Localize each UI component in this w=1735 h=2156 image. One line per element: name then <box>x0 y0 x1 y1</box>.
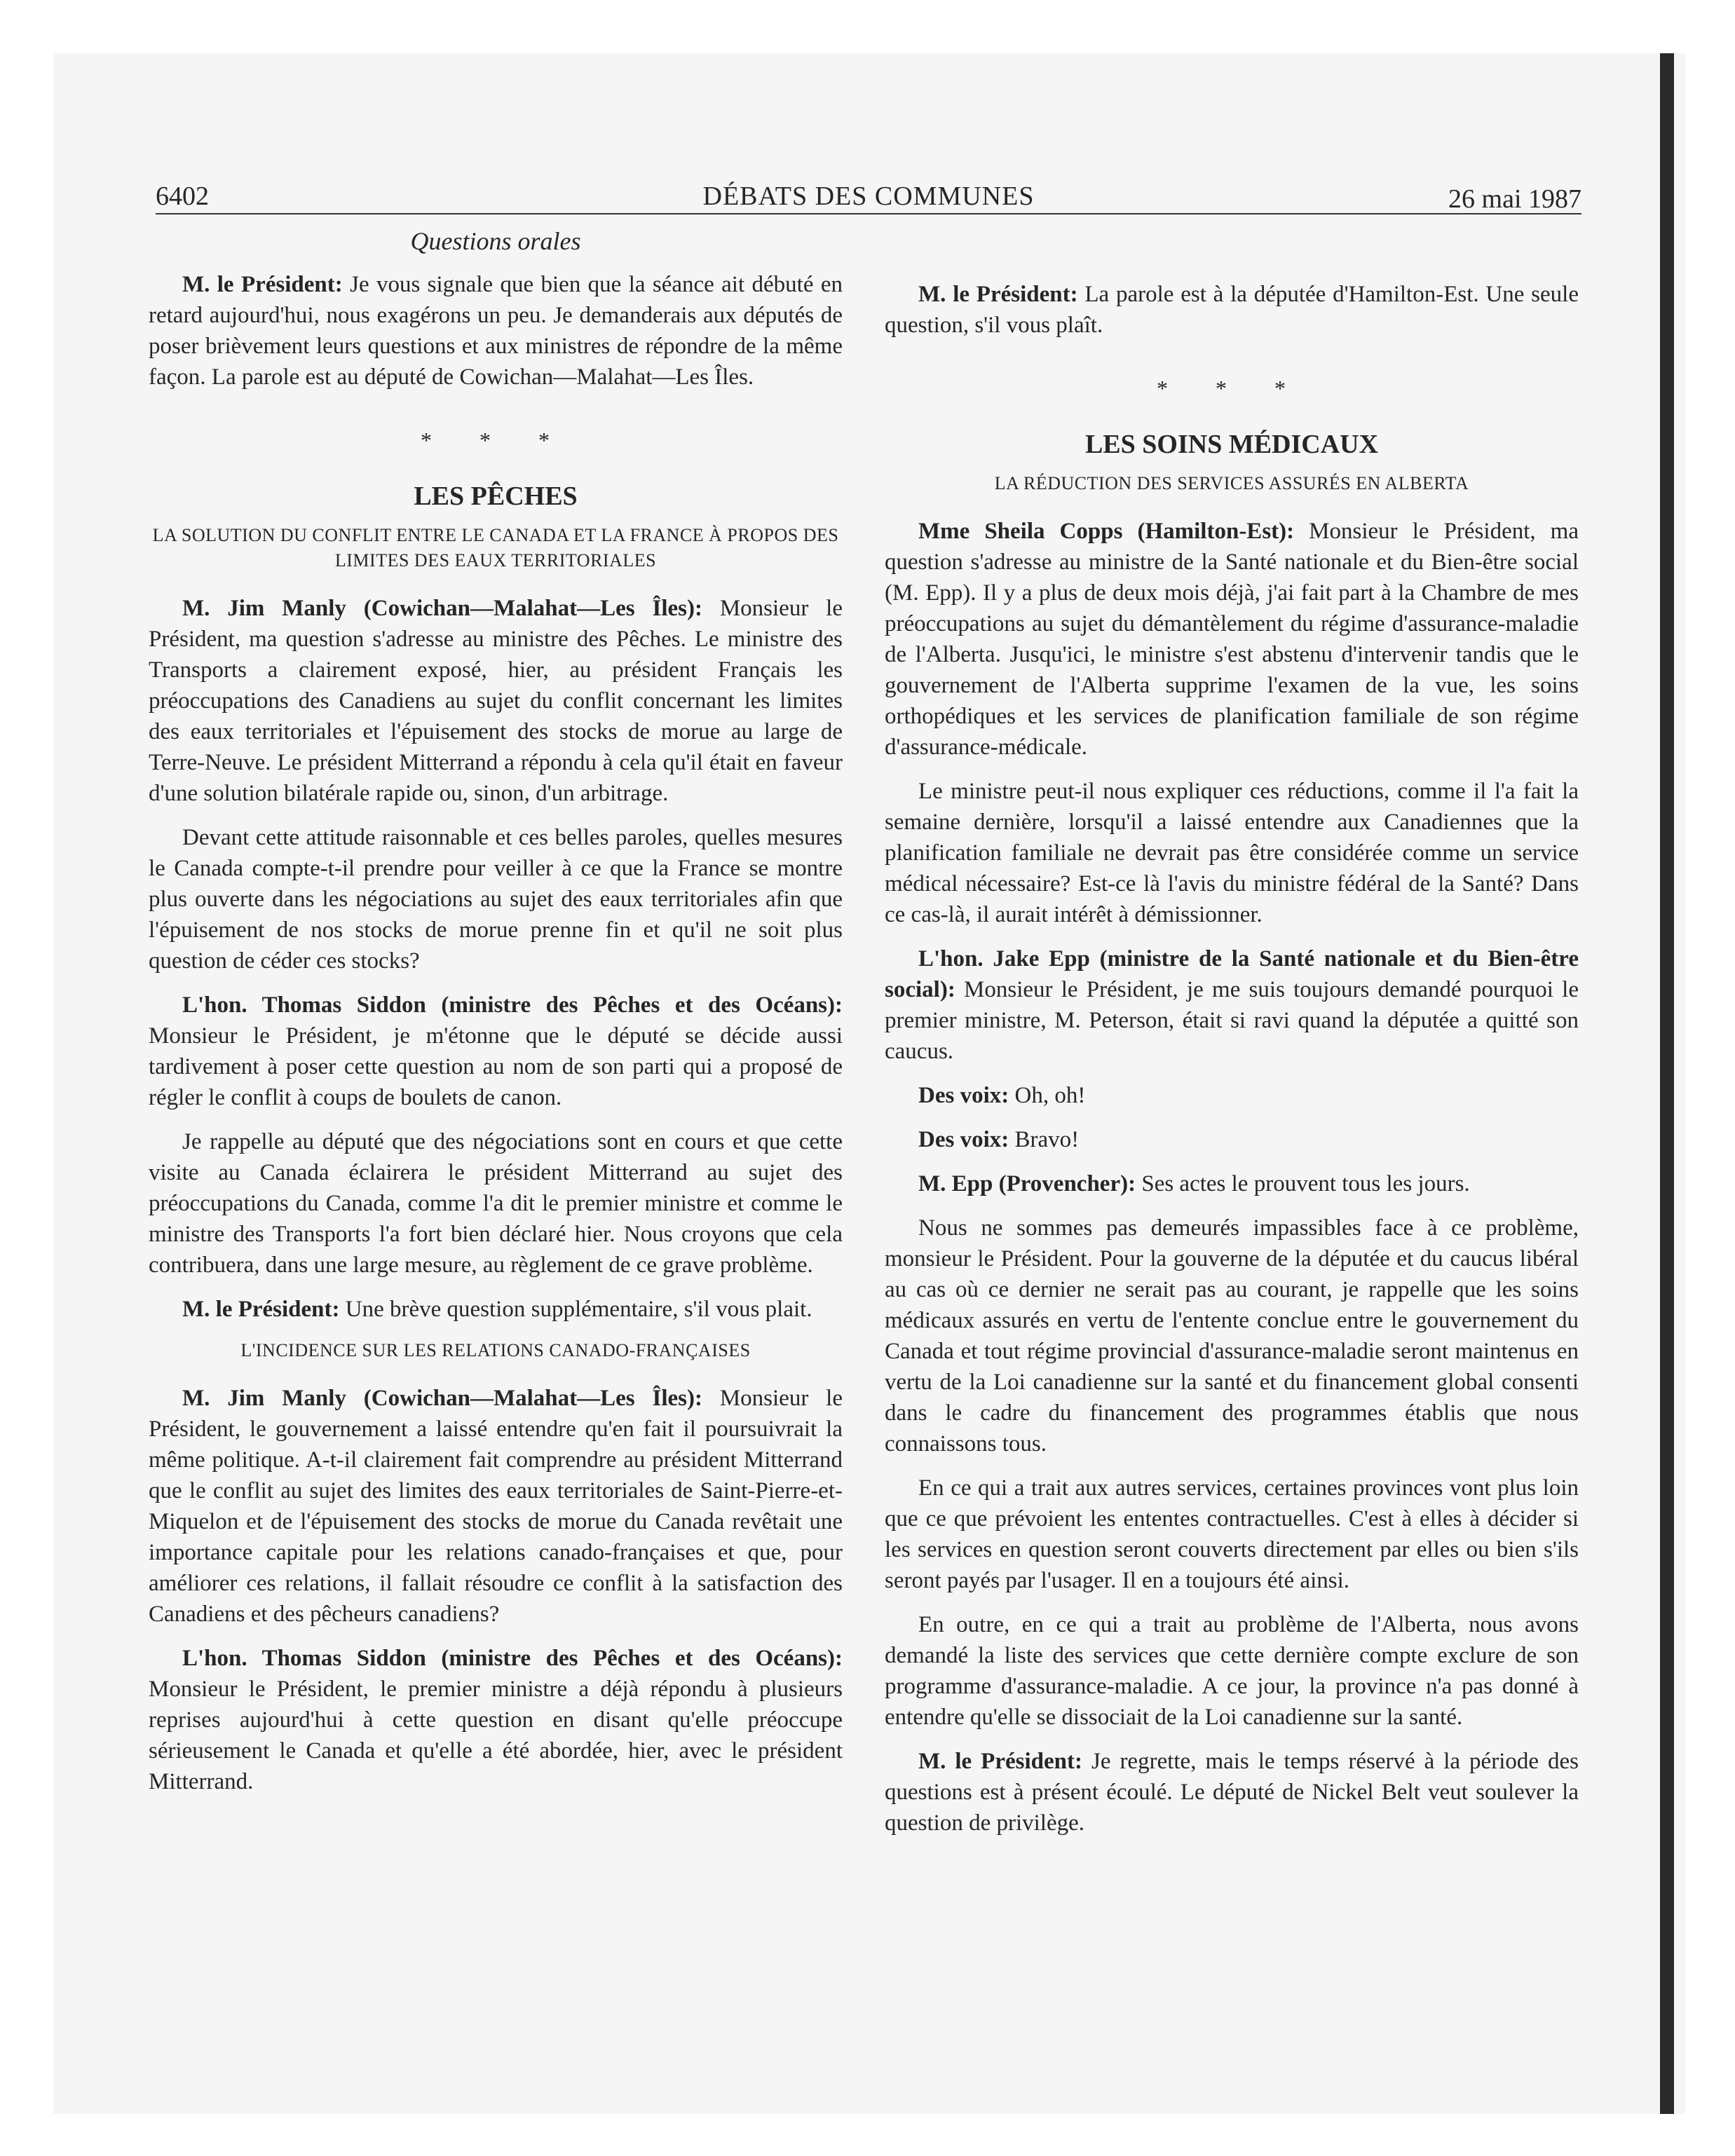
speech: Je vous signale que bien que la séance ait débuté en retard aujourd'hui, nous exagérons un peu. Je demanderais aux députés de poser brièvement leurs questions et aux ministres de répondre de la même façon. La parole est au député de Cowichan—Malahat—Les Îles. <box>149 272 843 390</box>
section-subheader: Questions orales <box>410 227 581 255</box>
paragraph <box>149 593 843 809</box>
section-separator: * * * <box>1157 376 1307 401</box>
section-heading: LES PÊCHES <box>414 482 578 511</box>
paragraph: Devant cette attitude raisonnable et ces belles paroles, quelles mesures le Canada compte-t-il prendre pour veiller à ce que la France se montre plus ouverte dans les négociations au sujet des eaux territoriales afin que l'épuisement de nos stocks de morue prenne fin et qu'il ne soit plus question de céder ces stocks? <box>149 825 843 974</box>
speaker: M. le Président: <box>182 1297 340 1322</box>
paragraph: Le ministre peut-il nous expliquer ces réductions, comme il l'a fait la semaine dernière, lorsqu'il a laissé entendre aux Canadiennes que la planification familiale ne devrait pas être considérée comme un service médical nécessaire? Est-ce là l'avis du ministre fédéral de la Santé? Dans ce cas-là, il aurait intérêt à démissionner. <box>885 779 1579 927</box>
publication-title: DÉBATS DES COMMUNES <box>702 182 1035 211</box>
speaker: L'hon. Thomas Siddon (ministre des Pêches et des Océans): <box>182 992 843 1018</box>
paragraph <box>885 516 1579 763</box>
speech: Ses actes le prouvent tous les jours. <box>1136 1171 1470 1196</box>
speaker: L'hon. Jake Epp (ministre de la Santé nationale et du Bien-être social): <box>885 946 1579 1002</box>
speaker: M. le Président: <box>918 1749 1082 1774</box>
paragraph <box>149 1294 843 1325</box>
speech: Monsieur le Président, le premier ministre a déjà répondu à plusieurs reprises aujourd'hui à cette question en disant qu'elle préoccupe sérieusement le Canada et qu'elle a été abordée, hier, avec le président Mitterrand. <box>149 1677 843 1794</box>
speech: Monsieur le Président, le gouvernement a laissé entendre qu'en fait il poursuivrait la même politique. A-t-il clairement fait comprendre au président Mitterrand que le conflit au sujet des limites des eaux territoriales de Saint-Pierre-et-Miquelon et de l'épuisement des stocks de morue du Canada revêtait une importance capitale pour les relations canado-françaises et que, pour améliorer ces relations, il fallait résoudre ce conflit à la satisfaction des Canadiens et des pêcheurs canadiens? <box>149 1386 843 1627</box>
speaker: Mme Sheila Copps (Hamilton-Est): <box>918 519 1295 544</box>
speaker: L'hon. Thomas Siddon (ministre des Pêches et des Océans): <box>182 1646 843 1671</box>
speech: Monsieur le Président, ma question s'adresse au ministre de la Santé nationale et du Bien-être social (M. Epp). Il y a plus de deux mois déjà, j'ai fait part à la Chambre de mes préoccupations au sujet du démantèlement du régime d'assurance-maladie de l'Alberta. Jusqu'ici, le ministre s'est abstenu d'intervenir tandis que le gouvernement de l'Alberta supprime l'examen de la vue, les soins orthopédiques et les services de planification familiale de son régime d'assurance-médicale. <box>885 519 1579 760</box>
paragraph <box>885 279 1579 341</box>
paragraph: En ce qui a trait aux autres services, certaines provinces vont plus loin que ce que prévoient les ententes contractuelles. C'est à elles à décider si les services en question seront couverts directement par elles ou bien s'ils seront payés par l'usager. Il en a toujours été ainsi. <box>885 1475 1579 1593</box>
speech: Oh, oh! <box>1009 1083 1086 1108</box>
speech: Une brève question supplémentaire, s'il vous plait. <box>339 1297 812 1322</box>
speaker: Des voix: <box>918 1127 1009 1152</box>
section-heading: LES SOINS MÉDICAUX <box>1084 430 1379 459</box>
paragraph <box>149 1643 843 1797</box>
paragraph: En outre, en ce qui a trait au problème de l'Alberta, nous avons demandé la liste des services que cette dernière compte exclure de son programme d'assurance-maladie. A ce jour, la province n'a pas donné à entendre qu'elle se dissociait de la Loi canadienne sur la santé. <box>885 1612 1579 1730</box>
paragraph <box>149 1383 843 1630</box>
speech: Monsieur le Président, je me suis toujours demandé pourquoi le premier ministre, M. Peterson, était si ravi quand la députée a quitté son caucus. <box>885 977 1579 1064</box>
speech: Bravo! <box>1009 1127 1080 1152</box>
paragraph <box>149 990 843 1113</box>
paragraph: Nous ne sommes pas demeurés impassibles face à ce problème, monsieur le Président. Pour la gouverne de la députée et du caucus libéral au cas où ce dernier ne serait pas au courant, je rappelle que les soins médicaux assurés en vertu de l'entente conclue entre le gouvernement du Canada et tout régime provincial d'assurance-maladie seront maintenus en vertu de la Loi canadienne sur la santé et du financement global consenti dans le cadre du financement des programmes établis que nous connaissons tous. <box>885 1215 1579 1456</box>
page-date: 26 mai 1987 <box>1448 184 1581 214</box>
paragraph <box>885 943 1579 1067</box>
topic-heading: LA SOLUTION DU CONFLIT ENTRE LE CANADA ET LA FRANCE À PROPOS DES LIMITES DES EAUX TERRITORIALES <box>152 525 839 571</box>
topic-heading: LA RÉDUCTION DES SERVICES ASSURÉS EN ALBERTA <box>994 473 1469 493</box>
speaker: M. Jim Manly (Cowichan—Malahat—Les Îles): <box>182 596 702 621</box>
speaker: M. le Président: <box>918 282 1078 307</box>
page-number: 6402 <box>156 182 209 211</box>
running-header <box>156 179 1581 214</box>
paragraph <box>885 1746 1579 1838</box>
speech: Je regrette, mais le temps réservé à la période des questions est à présent écoulé. Le député de Nickel Belt veut soulever la question de privilège. <box>885 1749 1579 1836</box>
scan-edge <box>1660 53 1674 2114</box>
speech: Monsieur le Président, ma question s'adresse au ministre des Pêches. Le ministre des Transports a clairement exposé, hier, au président Français les préoccupations des Canadiens au sujet du conflit concernant les limites des eaux territoriales et l'épuisement des stocks de morue au large de Terre-Neuve. Le président Mitterrand a répondu à cela qu'il était en faveur d'une solution bilatérale rapide ou, sinon, d'un arbitrage. <box>149 596 843 806</box>
speech: Monsieur le Président, je m'étonne que le député se décide aussi tardivement à poser cette question au nom de son parti qui a proposé de régler le conflit à coups de boulets de canon. <box>149 1023 843 1110</box>
right-column <box>885 279 1579 1852</box>
paragraph <box>885 1080 1579 1111</box>
topic-heading: L'INCIDENCE SUR LES RELATIONS CANADO-FRANÇAISES <box>240 1340 751 1360</box>
paragraph <box>149 269 843 393</box>
speaker: M. le Président: <box>182 272 343 297</box>
left-column <box>149 226 843 1810</box>
paragraph: Je rappelle au député que des négociations sont en cours et que cette visite au Canada éclairera le président Mitterrand au sujet des préoccupations du Canada, comme l'a dit le premier ministre et comme le ministre des Transports l'a fort bien déclaré hier. Nous croyons que cela contribuera, dans une large mesure, au règlement de ce grave problème. <box>149 1129 843 1278</box>
section-separator: * * * <box>421 428 571 453</box>
speaker: Des voix: <box>918 1083 1009 1108</box>
paragraph <box>885 1124 1579 1155</box>
speaker: M. Epp (Provencher): <box>918 1171 1136 1196</box>
speech: La parole est à la députée d'Hamilton-Est. Une seule question, s'il vous plaît. <box>885 282 1579 338</box>
paragraph <box>885 1168 1579 1199</box>
speaker: M. Jim Manly (Cowichan—Malahat—Les Îles): <box>182 1386 702 1411</box>
